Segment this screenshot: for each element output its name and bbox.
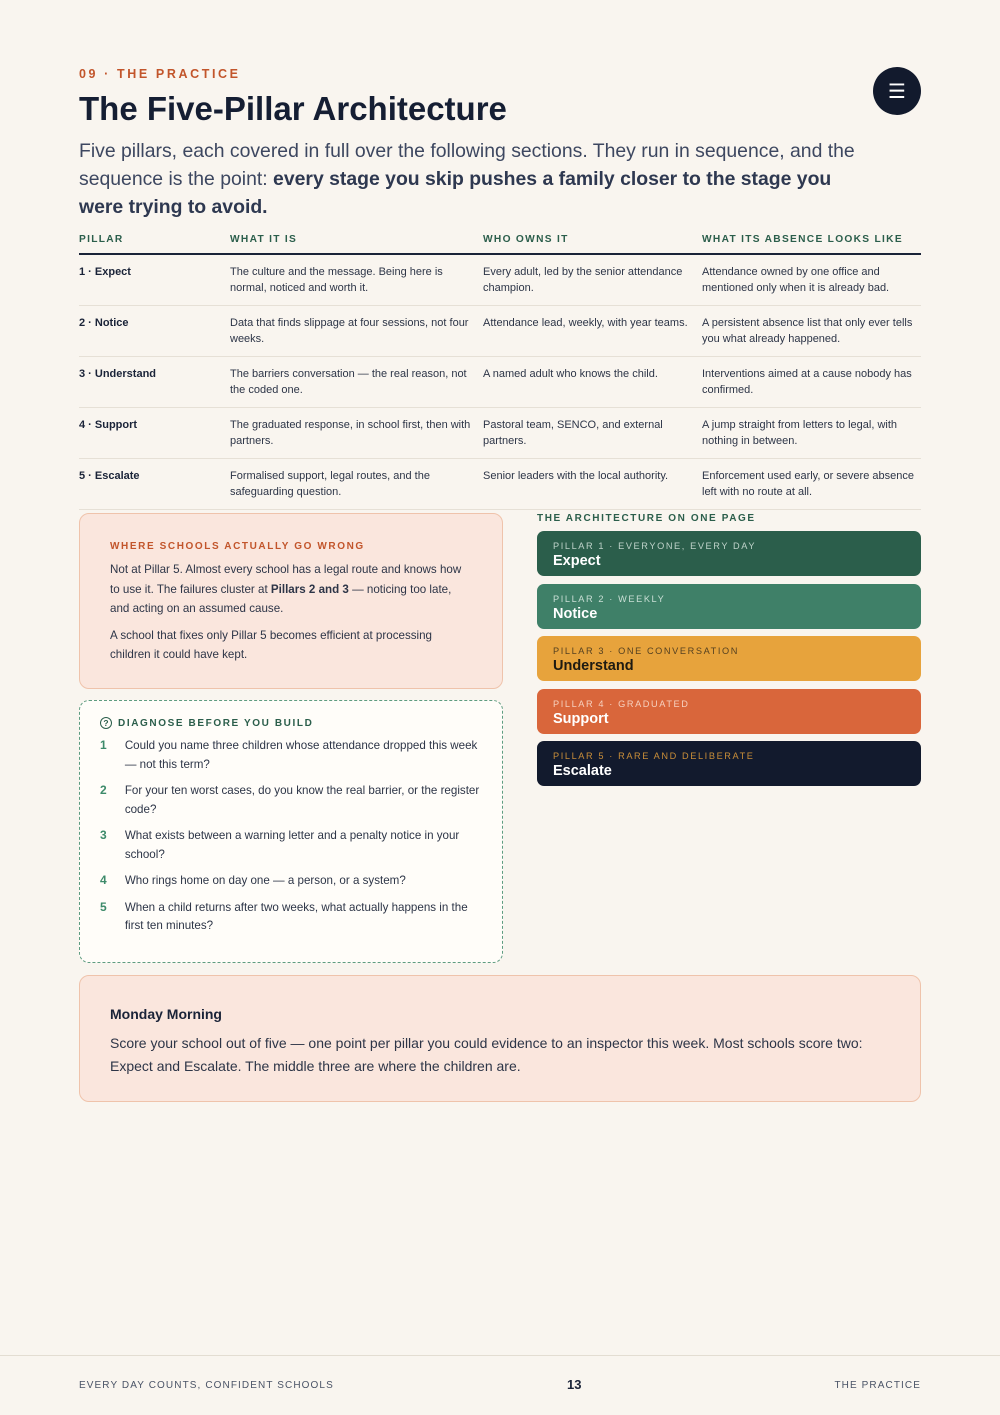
pillar-name: 4 · Support — [79, 408, 230, 459]
pillar-bar-expect — [537, 531, 921, 576]
pillar-bar-name: Notice — [553, 605, 598, 622]
item-text: What exists between a warning letter and a penalty notice in your school? — [124, 829, 460, 861]
pillar-what: Data that finds slippage at four sessions, not four weeks. — [230, 306, 483, 357]
footer-publication: EVERY DAY COUNTS, CONFIDENT SCHOOLS — [79, 1380, 334, 1391]
diagnose-label: DIAGNOSE BEFORE YOU BUILD — [118, 717, 314, 729]
monday-text: Score your school out of five — one point per pillar you could evidence to an inspector this week. Most schools score two: Expect and Escalate. The middle three are where the children are. — [110, 1035, 863, 1074]
item-text: For your ten worst cases, do you know the real barrier, or the register code? — [124, 784, 480, 816]
footer-section: THE PRACTICE — [834, 1380, 921, 1391]
pillar-absence: A jump straight from letters to legal, with nothing in between. — [702, 408, 921, 459]
item-number: 4 — [100, 873, 107, 887]
architecture-stack — [537, 531, 921, 794]
pillar-name: 5 · Escalate — [79, 459, 230, 510]
col-header-absence: WHAT ITS ABSENCE LOOKS LIKE — [702, 232, 921, 254]
list-item — [100, 827, 482, 864]
pillar-name: 1 · Expect — [79, 254, 230, 306]
pillars-table — [79, 232, 921, 510]
pillar-absence: Enforcement used early, or severe absence left with no route at all. — [702, 459, 921, 510]
pillar-bar-name: Escalate — [553, 763, 612, 779]
pillar-name: 3 · Understand — [79, 357, 230, 408]
pillar-absence: A persistent absence list that only ever tells you what already happened. — [702, 306, 921, 357]
col-header-pillar: PILLAR — [79, 232, 230, 254]
list-item — [100, 782, 482, 819]
table-row — [79, 254, 921, 306]
item-text: Who rings home on day one — a person, or a system? — [124, 874, 406, 887]
monday-title: Monday Morning — [110, 1006, 222, 1022]
table-header-row — [79, 232, 921, 254]
pillar-absence: Attendance owned by one office and mentioned only when it is already bad. — [702, 254, 921, 306]
list-item — [100, 737, 482, 774]
col-header-owner: WHO OWNS IT — [483, 232, 702, 254]
pillar-what: The barriers conversation — the real reason, not the coded one. — [230, 357, 483, 408]
footer-divider — [0, 1355, 1000, 1356]
callout-paragraph-2: A school that fixes only Pillar 5 becomes efficient at processing children it could have kept. — [110, 628, 433, 661]
list-item — [100, 872, 482, 891]
col-header-what: WHAT IT IS — [230, 232, 483, 254]
item-text: Could you name three children whose attendance dropped this week — not this term? — [124, 739, 478, 771]
table-row — [79, 357, 921, 408]
callout-emphasis: Pillars 2 and 3 — [270, 582, 349, 596]
page-number: 13 — [567, 1377, 582, 1392]
pillar-owner: Senior leaders with the local authority. — [483, 459, 702, 510]
item-number: 2 — [100, 783, 107, 797]
pillar-what: The culture and the message. Being here is normal, noticed and worth it. — [230, 254, 483, 306]
pillar-bar-sub: PILLAR 2 · WEEKLY — [553, 593, 666, 604]
callout-text: — noticing too late, and acting on an assumed cause. — [110, 582, 452, 615]
pillar-bar-name: Expect — [553, 553, 601, 569]
pillar-bar-escalate — [537, 741, 921, 786]
pillar-owner: Attendance lead, weekly, with year teams. — [483, 306, 702, 357]
callout-text: Not at Pillar 5. Almost every school has a legal route and knows how to use it. The failures cluster at — [110, 563, 462, 596]
pillar-bar-sub: PILLAR 5 · RARE AND DELIBERATE — [553, 751, 755, 761]
question-circle-icon: ? — [100, 717, 112, 729]
pillar-bar-name: Support — [553, 710, 609, 727]
pillar-bar-name: Understand — [553, 658, 634, 674]
item-number: 3 — [100, 828, 107, 842]
pillar-bar-notice — [537, 584, 921, 629]
where-schools-go-wrong-callout — [79, 513, 503, 689]
pillar-bar-sub: PILLAR 1 · EVERYONE, EVERY DAY — [553, 541, 757, 551]
item-text: When a child returns after two weeks, what actually happens in the first ten minutes? — [124, 900, 468, 932]
diagnose-checklist — [79, 700, 503, 963]
lede-emphasis: every stage you skip pushes a family closer to the stage you were trying to avoid. — [79, 168, 832, 218]
pillar-name: 2 · Notice — [79, 306, 230, 357]
pillar-bar-understand — [537, 636, 921, 681]
section-kicker: 09 · THE PRACTICE — [79, 67, 241, 81]
architecture-title: THE ARCHITECTURE ON ONE PAGE — [537, 513, 756, 524]
pillar-owner: Every adult, led by the senior attendance champion. — [483, 254, 702, 306]
lede-paragraph — [79, 137, 869, 221]
table-row — [79, 459, 921, 510]
menu-button[interactable] — [873, 67, 921, 115]
page-title: The Five-Pillar Architecture — [79, 90, 507, 127]
pillar-what: The graduated response, in school first, then with partners. — [230, 408, 483, 459]
hamburger-icon: ☰ — [888, 80, 906, 103]
pillar-owner: A named adult who knows the child. — [483, 357, 702, 408]
callout-label: WHERE SCHOOLS ACTUALLY GO WRONG — [110, 541, 365, 552]
item-number: 1 — [100, 738, 107, 752]
pillar-bar-sub: PILLAR 4 · GRADUATED — [553, 698, 690, 709]
monday-morning-callout — [79, 975, 921, 1102]
pillar-absence: Interventions aimed at a cause nobody has confirmed. — [702, 357, 921, 408]
pillar-bar-support — [537, 689, 921, 734]
list-item — [100, 899, 482, 936]
pillar-owner: Pastoral team, SENCO, and external partners. — [483, 408, 702, 459]
pillar-what: Formalised support, legal routes, and the safeguarding question. — [230, 459, 483, 510]
pillar-bar-sub: PILLAR 3 · ONE CONVERSATION — [553, 646, 739, 656]
diagnose-header — [100, 717, 482, 729]
table-row — [79, 408, 921, 459]
lede-text: Five pillars, each covered in full over the following sections. They run in sequence, and the sequence is the point: — [79, 140, 855, 190]
item-number: 5 — [100, 899, 107, 914]
callout-paragraph-1 — [110, 560, 472, 619]
table-row — [79, 306, 921, 357]
